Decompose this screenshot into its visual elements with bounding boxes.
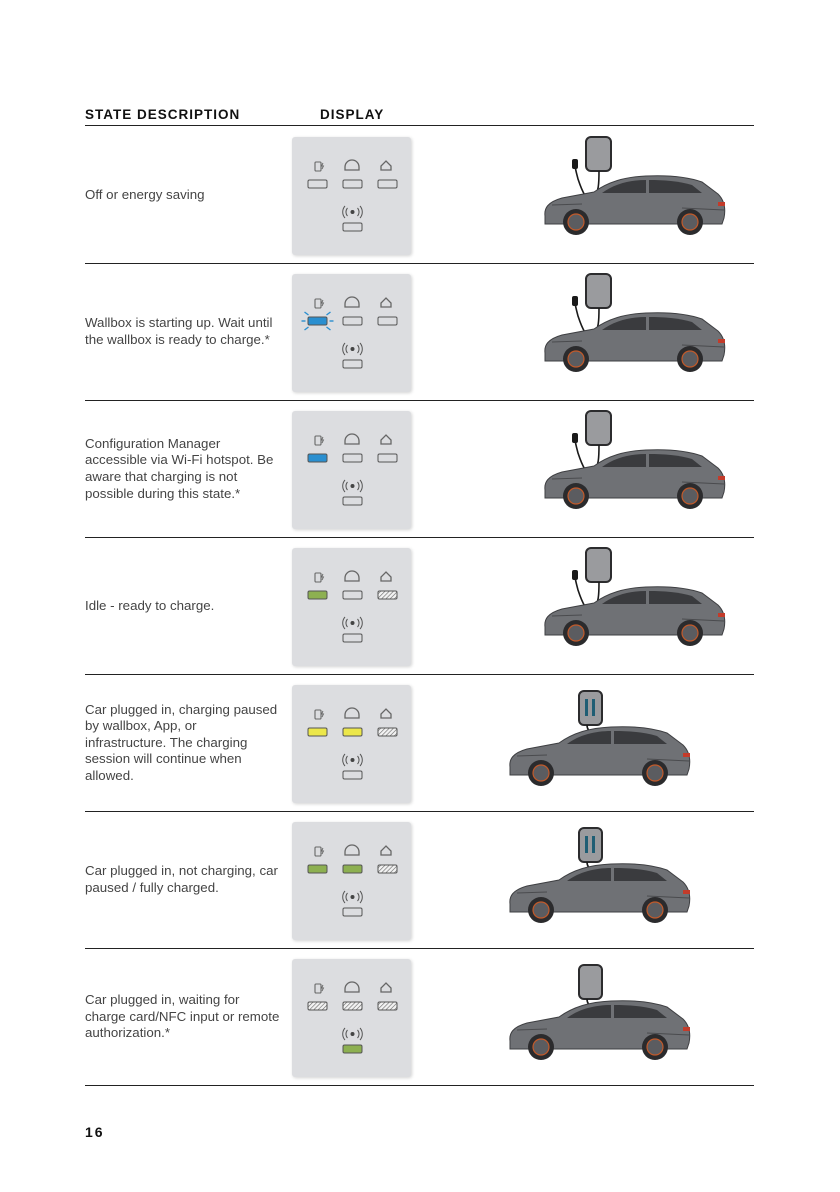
home-led [378, 180, 397, 188]
rfid-led [343, 497, 362, 505]
car-status-icon [345, 708, 359, 718]
car-led [343, 317, 362, 325]
state-row [85, 264, 754, 401]
car-illustration [545, 176, 725, 235]
home-icon [381, 983, 391, 992]
power-plug-icon [315, 162, 324, 171]
wallbox-display-panel [292, 822, 411, 940]
car-status-icon [345, 297, 359, 307]
wallbox-icon [586, 548, 611, 582]
power-led [308, 180, 327, 188]
wallbox-car-illustration [475, 264, 754, 405]
car-illustration [510, 864, 690, 923]
car-illustration [510, 727, 690, 786]
wallbox-car-illustration [475, 127, 754, 268]
home-icon [381, 298, 391, 307]
page-number: 16 [85, 1124, 105, 1140]
state-description-header: STATE DESCRIPTION [85, 107, 241, 122]
power-plug-icon [315, 299, 324, 308]
wallbox-display-panel [292, 548, 411, 666]
wallbox-icon [586, 137, 611, 171]
car-led [343, 454, 362, 462]
car-status-icon [345, 845, 359, 855]
car-illustration [545, 313, 725, 372]
wallbox-icon [579, 691, 602, 725]
wallbox-display-panel [292, 959, 411, 1077]
home-led [378, 454, 397, 462]
power-plug-icon [315, 847, 324, 856]
power-led [308, 317, 327, 325]
wallbox-car-illustration [475, 401, 754, 542]
state-description: Car plugged in, charging paused by wallbox, App, or infrastructure. The charging session will continue when allowed. [85, 701, 278, 783]
car-illustration [510, 1001, 690, 1060]
power-plug-icon [315, 436, 324, 445]
car-status-icon [345, 982, 359, 992]
state-row [85, 538, 754, 675]
car-status-icon [345, 571, 359, 581]
power-plug-icon [315, 984, 324, 993]
state-row [85, 812, 754, 949]
state-row [85, 401, 754, 538]
state-description: Idle - ready to charge. [85, 597, 215, 613]
car-led [343, 180, 362, 188]
wallbox-display-panel [292, 274, 411, 392]
rfid-icon [343, 206, 363, 218]
rfid-icon [343, 343, 363, 355]
state-description: Wallbox is starting up. Wait until the wallbox is ready to charge.* [85, 315, 273, 347]
state-row [85, 675, 754, 812]
car-status-icon [345, 160, 359, 170]
wallbox-display-panel [292, 411, 411, 529]
wallbox-car-illustration [475, 675, 754, 816]
wallbox-display-panel [292, 137, 411, 255]
display-header: DISPLAY [320, 107, 385, 122]
home-led [378, 1002, 397, 1010]
power-plug-icon [315, 573, 324, 582]
state-description: Car plugged in, not charging, car paused / fully charged. [85, 863, 278, 895]
power-led [308, 454, 327, 462]
car-illustration [545, 587, 725, 646]
wallbox-display-panel [292, 685, 411, 803]
home-led [378, 317, 397, 325]
wallbox-icon [586, 411, 611, 445]
home-icon [381, 709, 391, 718]
home-icon [381, 572, 391, 581]
state-row [85, 127, 754, 264]
header-divider [85, 125, 754, 126]
rfid-led [343, 223, 362, 231]
car-led [343, 865, 362, 873]
rfid-led [343, 634, 362, 642]
car-illustration [545, 450, 725, 509]
wallbox-icon [579, 828, 602, 862]
car-led [343, 1002, 362, 1010]
rfid-icon [343, 754, 363, 766]
car-led [343, 591, 362, 599]
home-led [378, 865, 397, 873]
rfid-led [343, 771, 362, 779]
home-icon [381, 161, 391, 170]
wallbox-car-illustration [475, 812, 754, 953]
wallbox-car-illustration [475, 949, 754, 1090]
rfid-led [343, 908, 362, 916]
state-description: Configuration Manager accessible via Wi-Fi hotspot. Be aware that charging is not possible during this state.* [85, 435, 274, 501]
power-led [308, 1002, 327, 1010]
power-led [308, 865, 327, 873]
car-led [343, 728, 362, 736]
rfid-icon [343, 480, 363, 492]
power-led [308, 591, 327, 599]
rfid-led [343, 1045, 362, 1053]
rfid-icon [343, 617, 363, 629]
home-icon [381, 435, 391, 444]
wallbox-icon [586, 274, 611, 308]
home-icon [381, 846, 391, 855]
wallbox-car-illustration [475, 538, 754, 679]
power-led [308, 728, 327, 736]
car-status-icon [345, 434, 359, 444]
rfid-icon [343, 1028, 363, 1040]
rfid-icon [343, 891, 363, 903]
wallbox-icon [579, 965, 602, 999]
home-led [378, 728, 397, 736]
power-plug-icon [315, 710, 324, 719]
state-description: Off or energy saving [85, 186, 205, 202]
state-description: Car plugged in, waiting for charge card/NFC input or remote authorization.* [85, 992, 280, 1041]
state-row [85, 949, 754, 1086]
home-led [378, 591, 397, 599]
rfid-led [343, 360, 362, 368]
